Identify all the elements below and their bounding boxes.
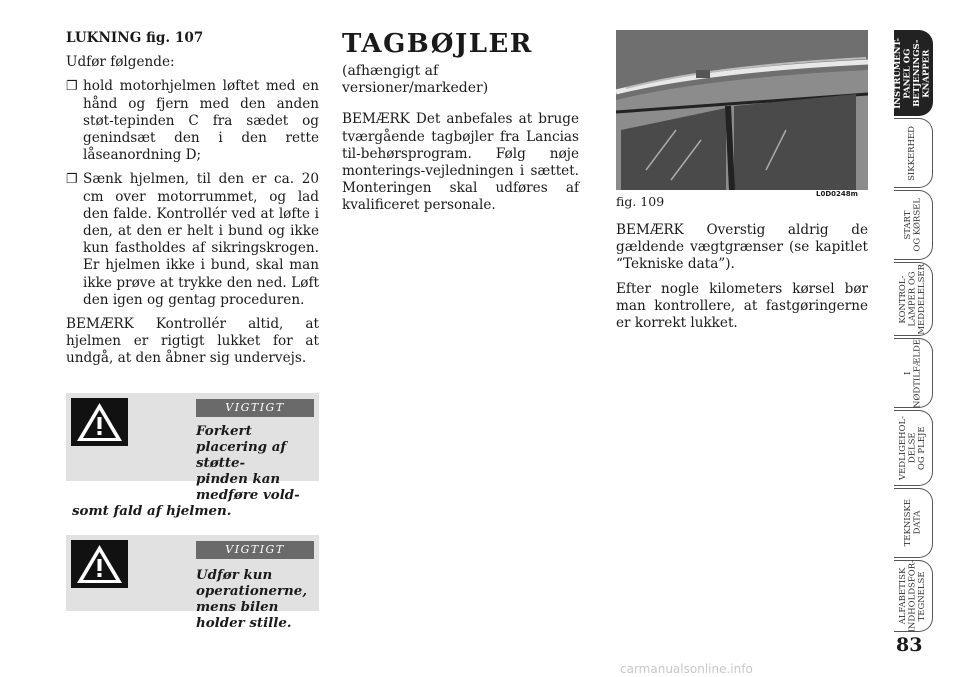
page-number: 83 [896,634,923,656]
tab-tekniske-data[interactable]: TEKNISKE DATA [894,488,933,558]
figure-caption: fig. 109 [616,194,665,209]
tab-sikkerhed[interactable]: SIKKERHED [894,118,933,188]
tab-indholdsfortegnelse[interactable]: ALFABETISK INDHOLDSFOR- TEGNELSE [894,560,933,632]
tab-start[interactable]: START OG KØRSEL [894,190,933,260]
middle-column [342,28,579,222]
warning-text: Forkert placering af støtte- pinden kan medføre vold- somt fald af hjelmen. [72,423,300,519]
note-text: BEMÆRK Overstig aldrig de gældende vægtgrænser (se kapitlet “Tekniske data”). [616,222,868,273]
tab-vedligeholdelse[interactable]: VEDLIGEHOL- DELSE OG PLEJE [894,410,933,486]
warning-triangle-icon [71,540,128,588]
intro-text: Udfør følgende: [66,54,175,71]
tab-noedtilfaelde[interactable]: I NØDTILFÆLDE [894,338,933,408]
warning-text: Udfør kun operationerne, mens bilen holder stille. [196,567,307,631]
checkbox-bullet-icon: ❐ [66,172,78,188]
left-column [66,30,319,375]
note-text: BEMÆRK Kontrollér altid, at hjelmen er rigtigt lukket for at undgå, at den åbner sig undervejs. [66,316,319,367]
bullet-text: hold motorhjelmen løftet med en hånd og fjern med den anden støt-tepinden C fra sædet og genindsæt den i den rette låseanordning D; [83,78,319,164]
right-column [616,222,868,339]
body-text: Efter nogle kilometers kørsel bør man kontrollere, at fastgøringerne er korrekt lukket. [616,280,868,332]
warning-box [66,535,319,631]
section-title: TAGBØJLER [342,29,533,59]
tab-kontrollamper[interactable]: KONTROL- LAMPER OG MEDDELELSER [894,262,933,336]
bullet-text: Sænk hjelmen, til den er ca. 20 cm over motorrummet, og lad den falde. Kontrollér ved at løfte i den, at den er helt i bund og ikke kun fastholdes af sikringskrogen. Er hjelmen ikke i bund, skal man ikke prøve at trykke den ned. Løft den igen og gentag proceduren. [83,171,319,308]
list-item [66,171,319,309]
note-text: BEMÆRK Det anbefales at bruge tværgående tagbøjler fra Lancias til-behørsprogram. Følg nøje monterings-vejledningen i sættet. Monteringen skal udføres af kvalificeret personale. [342,111,579,214]
figure-code: L0D0248m [816,190,858,198]
watermark: carmanualsonline.info [620,662,753,676]
warning-box [66,393,319,519]
warning-banner: VIGTIGT [196,399,314,417]
checkbox-bullet-icon: ❐ [66,79,78,95]
section-subtitle: (afhængigt af versioner/markeder) [342,63,489,97]
section-heading: LUKNING fig. 107 [66,30,204,46]
list-item [66,78,319,164]
warning-banner: VIGTIGT [196,541,314,559]
tab-instrumentpanel[interactable]: INSTRUMENT- PANEL OG BETJENINGS- KNAPPER [894,30,933,116]
roof-rail-photo [616,30,868,190]
